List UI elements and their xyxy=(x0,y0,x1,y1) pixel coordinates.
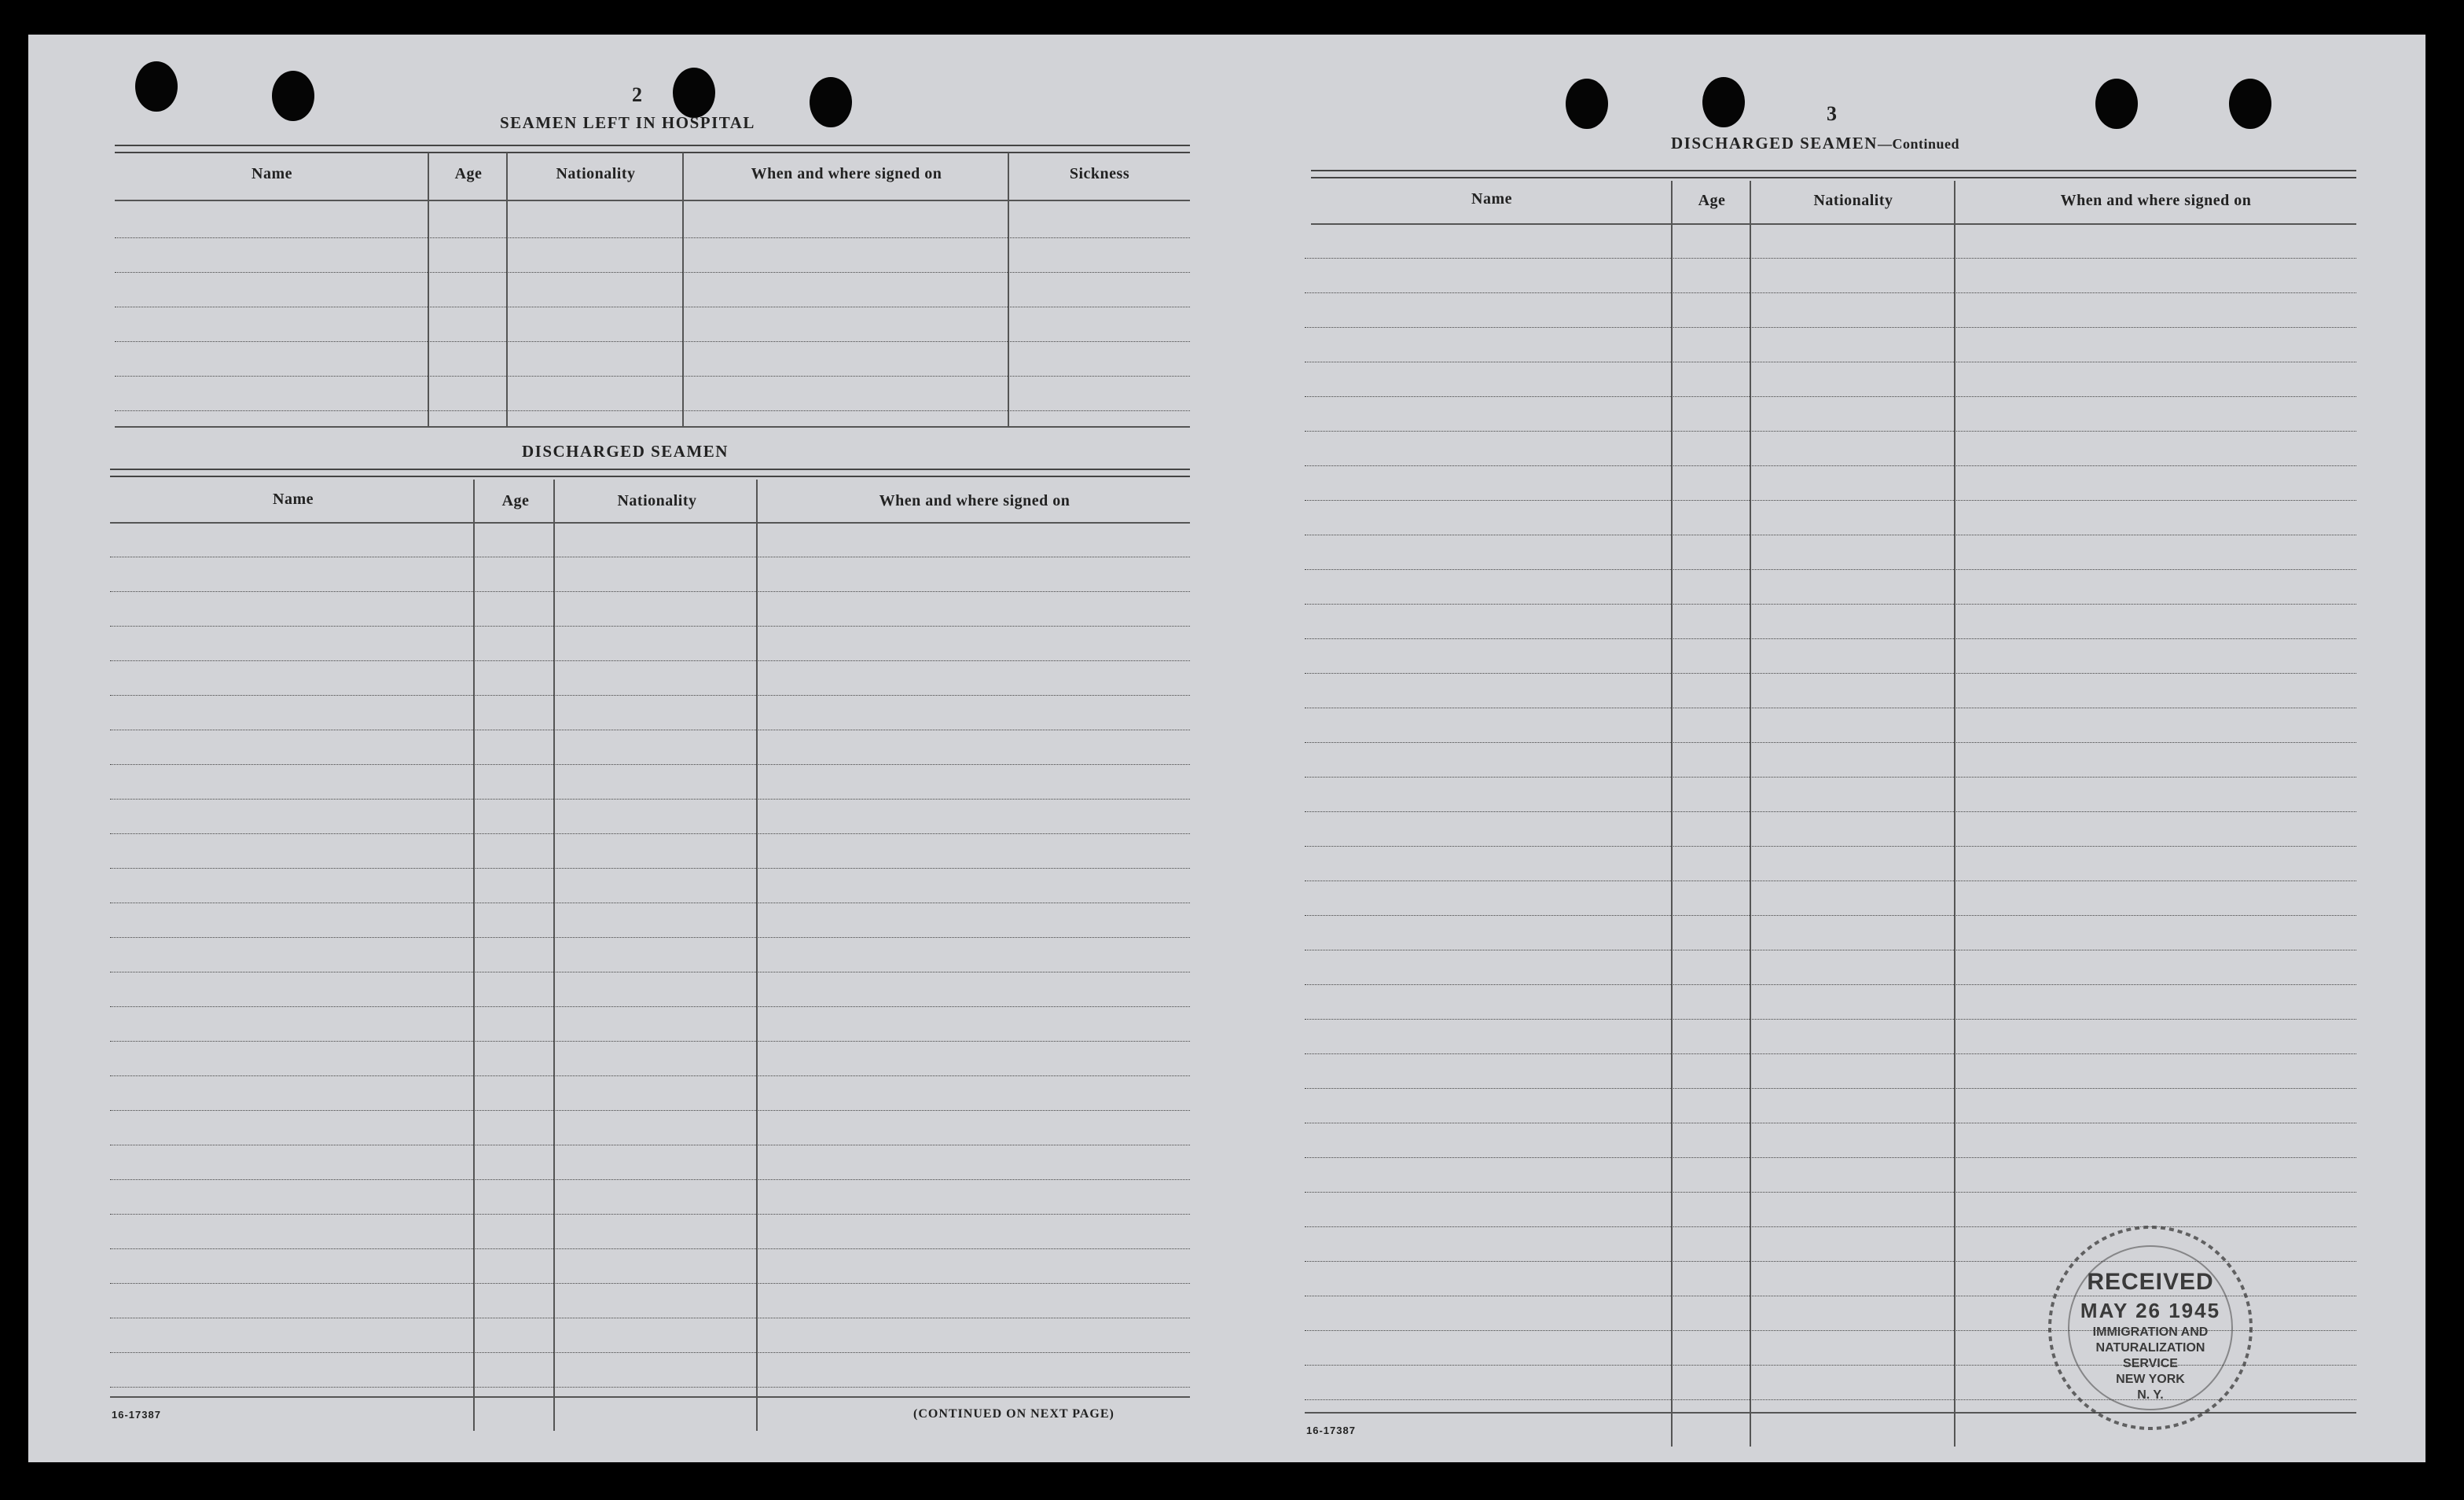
received-stamp xyxy=(2033,1222,2268,1434)
form-number-left: 16-17387 xyxy=(112,1409,161,1421)
table-row xyxy=(115,341,1190,342)
table-row xyxy=(1305,327,2356,328)
continued-note: (CONTINUED ON NEXT PAGE) xyxy=(913,1407,1114,1421)
table-row xyxy=(1305,1192,2356,1193)
punch-hole xyxy=(810,77,852,127)
stamp-line-2: NATURALIZATION xyxy=(2095,1341,2205,1355)
table-row xyxy=(110,1352,1190,1353)
table-row xyxy=(110,764,1190,765)
table-row xyxy=(115,376,1190,377)
table-row xyxy=(110,833,1190,834)
table-row xyxy=(1305,500,2356,501)
table-row xyxy=(110,937,1190,938)
discharged-table-rows xyxy=(110,522,1190,1434)
table-row xyxy=(1305,638,2356,639)
hospital-col-name-header: Name xyxy=(252,165,292,182)
punch-hole xyxy=(2229,79,2271,129)
table-row xyxy=(110,1283,1190,1284)
stamp-date: MAY 26 1945 xyxy=(2080,1299,2221,1322)
continued-col-age-header: Age xyxy=(1698,192,1726,209)
hospital-col-sickness-header: Sickness xyxy=(1069,165,1130,182)
table-row xyxy=(110,1387,1190,1388)
punch-hole xyxy=(272,71,314,121)
hospital-section-title: SEAMEN LEFT IN HOSPITAL xyxy=(500,113,755,132)
discharged-col-signed-on-header: When and where signed on xyxy=(879,492,1070,509)
stamp-line-3: SERVICE xyxy=(2123,1357,2178,1370)
table-row xyxy=(115,272,1190,273)
table-row xyxy=(110,660,1190,661)
table-row xyxy=(110,1248,1190,1249)
table-row xyxy=(1305,292,2356,293)
punch-hole xyxy=(2095,79,2138,129)
hospital-col-signed-on-header: When and where signed on xyxy=(751,165,942,182)
stamp-received-label: RECEIVED xyxy=(2087,1269,2214,1295)
table-row xyxy=(1305,1053,2356,1054)
continued-col-nationality-header: Nationality xyxy=(1813,192,1893,209)
discharged-col-name-header: Name xyxy=(273,491,314,508)
discharged-continued-title xyxy=(1671,134,1959,153)
table-row xyxy=(115,237,1190,238)
table-row xyxy=(110,591,1190,592)
table-row xyxy=(1305,811,2356,812)
hospital-table-top-rule xyxy=(115,145,1190,153)
continued-table-top-rule xyxy=(1311,170,2356,178)
punch-hole xyxy=(135,61,178,112)
table-row xyxy=(1305,604,2356,605)
hospital-table-bottom-rule xyxy=(115,426,1190,428)
discharged-col-nationality-header: Nationality xyxy=(617,492,697,509)
table-row xyxy=(110,1110,1190,1111)
punch-hole xyxy=(1702,77,1745,127)
table-row xyxy=(1305,569,2356,570)
stamp-line-5: N. Y. xyxy=(2137,1388,2164,1402)
table-row xyxy=(1305,673,2356,674)
stamp-line-4: NEW YORK xyxy=(2116,1373,2185,1386)
table-row xyxy=(1305,984,2356,985)
page-number-left: 2 xyxy=(632,83,642,106)
table-row xyxy=(1305,1157,2356,1158)
table-row xyxy=(115,410,1190,411)
table-row xyxy=(110,1041,1190,1042)
table-row xyxy=(110,1179,1190,1180)
hospital-col-nationality-header: Nationality xyxy=(556,165,636,182)
title-suffix: —Continued xyxy=(1877,136,1959,152)
table-row xyxy=(1305,1088,2356,1089)
table-row xyxy=(1305,258,2356,259)
table-row xyxy=(110,868,1190,869)
punch-hole xyxy=(673,68,715,118)
table-row xyxy=(1305,915,2356,916)
table-row xyxy=(1305,431,2356,432)
table-row xyxy=(110,695,1190,696)
table-row xyxy=(110,799,1190,800)
discharged-table-top-rule xyxy=(110,469,1190,477)
document-sheet xyxy=(28,35,2425,1462)
discharged-section-title: DISCHARGED SEAMEN xyxy=(522,442,729,461)
table-row xyxy=(1305,396,2356,397)
table-row xyxy=(110,1006,1190,1007)
table-row xyxy=(110,1075,1190,1076)
form-number-right: 16-17387 xyxy=(1306,1425,1356,1436)
continued-col-name-header: Name xyxy=(1471,190,1512,208)
table-row xyxy=(1305,777,2356,778)
table-row xyxy=(110,1214,1190,1215)
discharged-col-age-header: Age xyxy=(501,492,530,509)
hospital-col-age-header: Age xyxy=(454,165,483,182)
table-row xyxy=(1305,465,2356,466)
continued-col-signed-on-header: When and where signed on xyxy=(2060,192,2252,209)
punch-hole xyxy=(1566,79,1608,129)
hospital-table-rows xyxy=(115,200,1190,428)
discharged-table-bottom-rule xyxy=(110,1396,1190,1398)
table-row xyxy=(1305,846,2356,847)
table-row xyxy=(110,626,1190,627)
table-row xyxy=(1305,1019,2356,1020)
page-number-right: 3 xyxy=(1827,102,1837,125)
table-row xyxy=(1305,742,2356,743)
stamp-line-1: IMMIGRATION AND xyxy=(2092,1325,2209,1339)
title-main: DISCHARGED SEAMEN xyxy=(1671,134,1878,153)
